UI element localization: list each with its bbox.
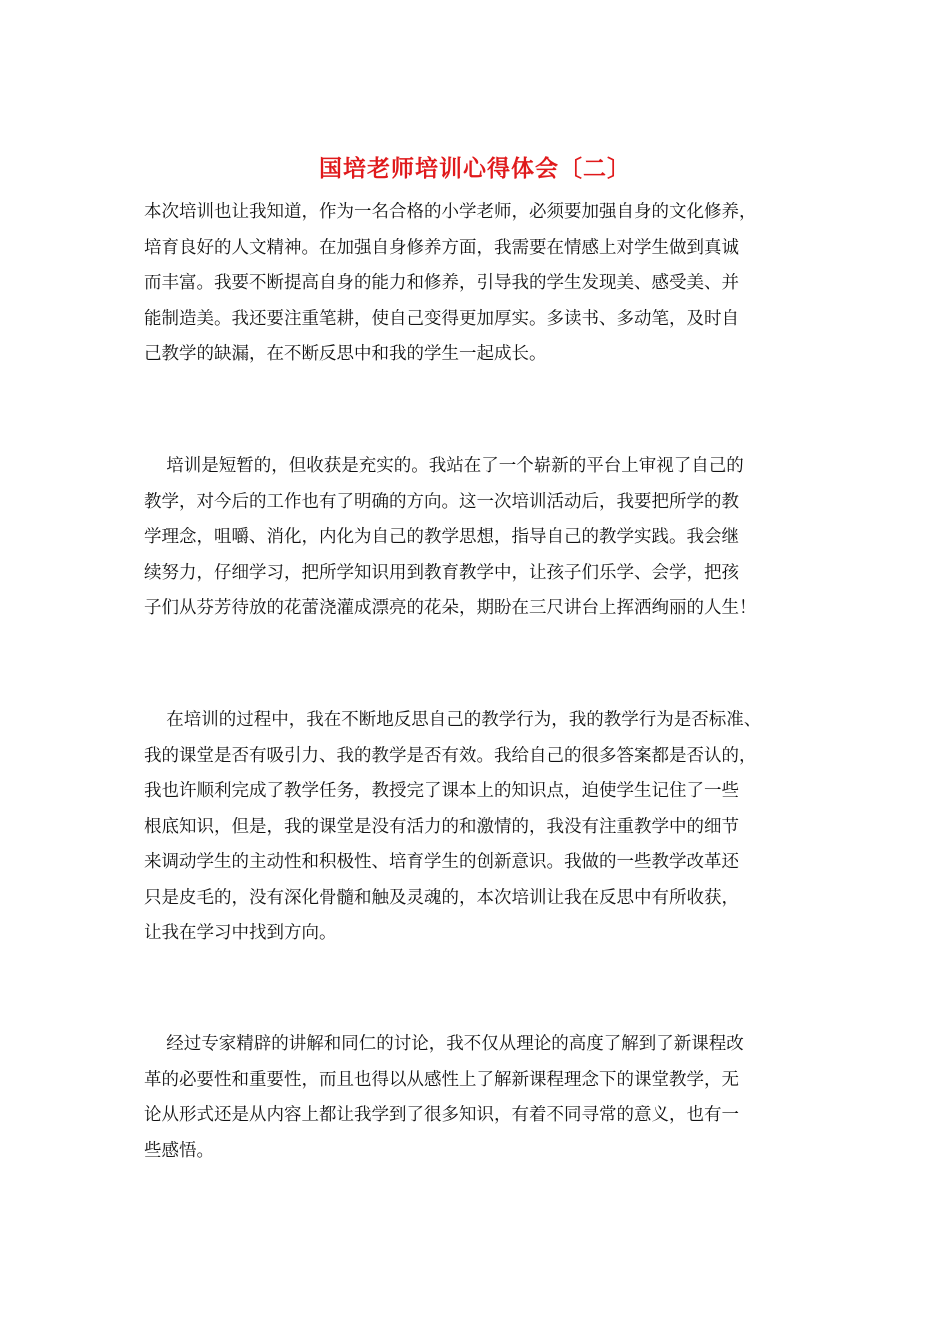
- paragraph-line: 在培训的过程中，我在不断地反思自己的教学行为，我的教学行为是否标准、: [144, 710, 762, 730]
- paragraph-line: 教学，对今后的工作也有了明确的方向。这一次培训活动后，我要把所学的教: [144, 491, 739, 512]
- paragraph-line: 让我在学习中找到方向。: [144, 923, 337, 943]
- paragraph-line: 经过专家精辟的讲解和同仁的讨论，我不仅从理论的高度了解到了新课程改: [144, 1034, 744, 1054]
- paragraph-line: 论从形式还是从内容上都让我学到了很多知识，有着不同寻常的意义，也有一: [144, 1105, 739, 1125]
- paragraph-line: 我的课堂是否有吸引力、我的教学是否有效。我给自己的很多答案都是否认的，: [144, 745, 757, 766]
- paragraph-line: 革的必要性和重要性，而且也得以从感性上了解新课程理念下的课堂教学，无: [144, 1069, 739, 1090]
- document-title: 国培老师培训心得体会〔二〕: [319, 155, 631, 182]
- paragraph-line: 学理念，咀嚼、消化，内化为自己的教学思想，指导自己的教学实践。我会继: [144, 527, 739, 547]
- paragraph-line: 我也许顺利完成了教学任务，教授完了课本上的知识点，迫使学生记住了一些: [144, 781, 739, 801]
- paragraph-line: 只是皮毛的，没有深化骨髓和触及灵魂的，本次培训让我在反思中有所收获，: [144, 887, 739, 908]
- paragraph-4: [144, 1027, 834, 1169]
- paragraph-line: 续努力，仔细学习，把所学知识用到教育教学中，让孩子们乐学、会学，把孩: [144, 562, 739, 583]
- paragraph-2: [144, 449, 834, 627]
- paragraph-line: 根底知识，但是，我的课堂是没有活力的和激情的，我没有注重教学中的细节: [144, 816, 739, 837]
- paragraph-line: 培育良好的人文精神。在加强自身修养方面，我需要在情感上对学生做到真诚: [144, 237, 739, 258]
- paragraph-line: 而丰富。我要不断提高自身的能力和修养，引导我的学生发现美、感受美、并: [144, 273, 739, 293]
- paragraph-line: 本次培训也让我知道，作为一名合格的小学老师，必须要加强自身的文化修养，: [144, 202, 757, 222]
- paragraph-1: [144, 195, 834, 373]
- paragraph-3: [144, 703, 834, 952]
- paragraph-line: 己教学的缺漏，在不断反思中和我的学生一起成长。: [144, 344, 547, 364]
- paragraph-line: 子们从芬芳待放的花蕾浇灌成漂亮的花朵，期盼在三尺讲台上挥洒绚丽的人生！: [144, 598, 757, 618]
- paragraph-line: 能制造美。我还要注重笔耕，使自己变得更加厚实。多读书、多动笔，及时自: [144, 308, 739, 329]
- paragraph-line: 培训是短暂的，但收获是充实的。我站在了一个崭新的平台上审视了自己的: [144, 456, 744, 476]
- paragraph-line: 来调动学生的主动性和积极性、培育学生的创新意识。我做的一些教学改革还: [144, 852, 739, 872]
- paragraph-line: 些感悟。: [144, 1140, 214, 1161]
